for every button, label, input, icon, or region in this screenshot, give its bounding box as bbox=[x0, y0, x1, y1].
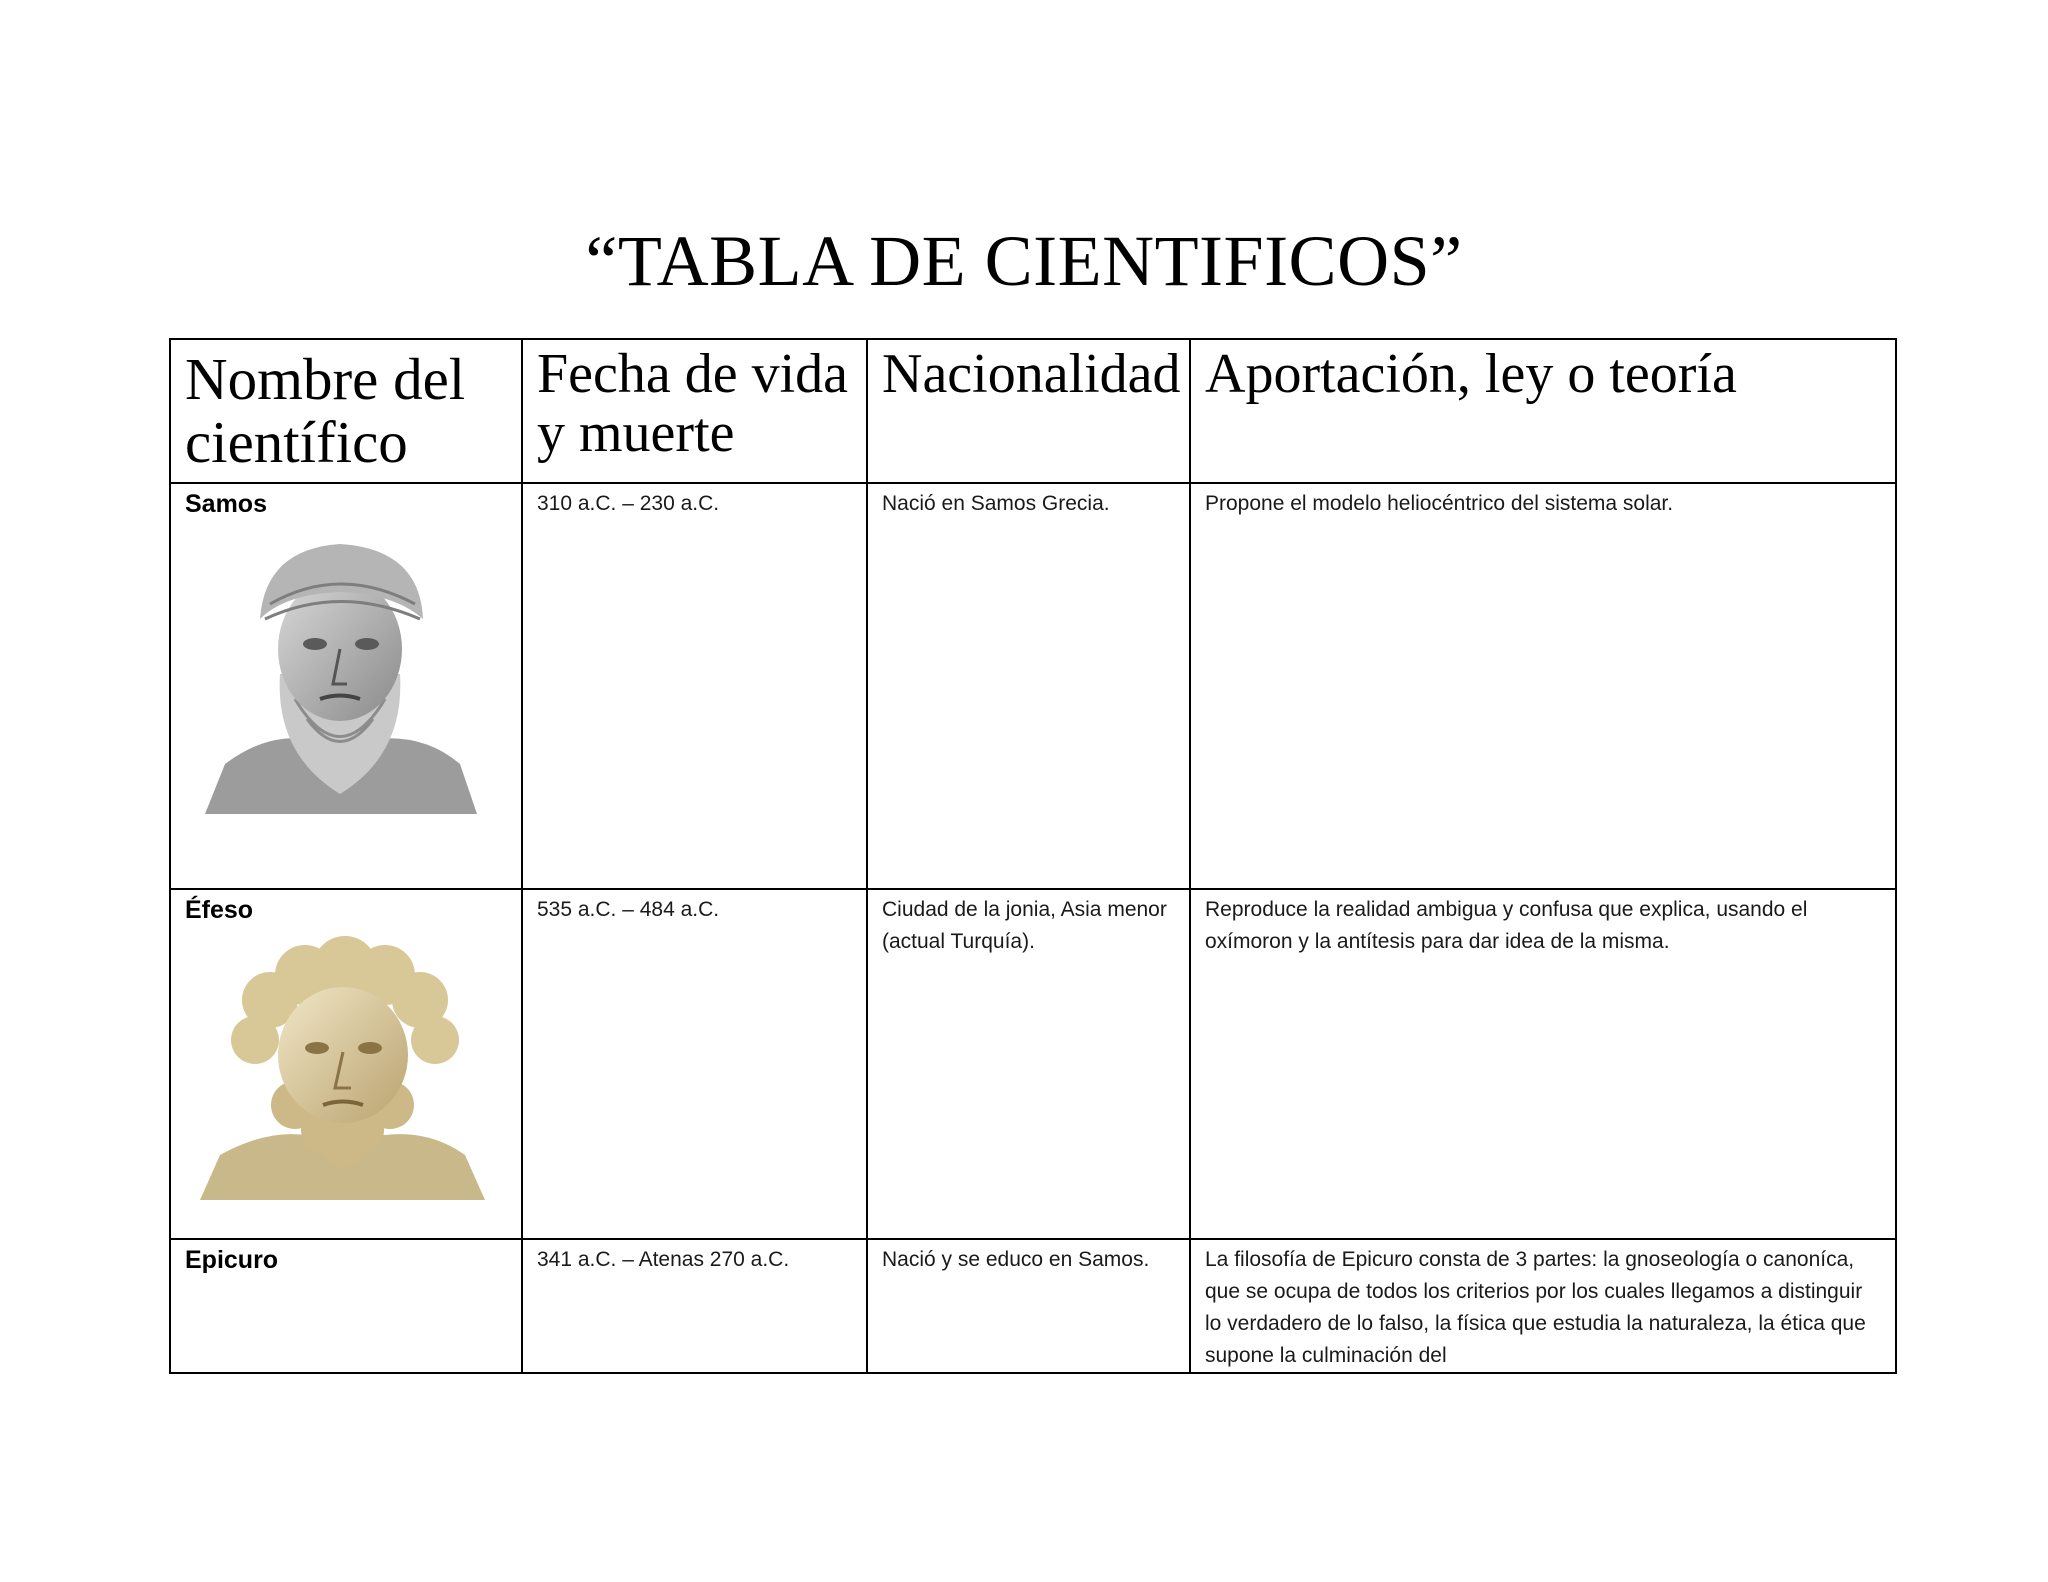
scientists-table bbox=[169, 338, 1897, 1374]
contribution-cell bbox=[1190, 1239, 1896, 1373]
scientist-name: Epicuro bbox=[185, 1246, 279, 1274]
header-nationality-label: Nacionalidad bbox=[882, 343, 1181, 405]
contribution-text: Propone el modelo heliocéntrico del sistema solar. bbox=[1205, 492, 1674, 515]
header-cell-dates bbox=[522, 339, 867, 483]
contribution-text: La filosofía de Epicuro consta de 3 partes: la gnoseología o canoníca, que se ocupa de todos los criterios por los cuales llegamos a distinguir lo verdadero de lo falso, la física que estudia la naturaleza, la ética que supone la culminación del bbox=[1205, 1248, 1866, 1367]
life-dates: 341 a.C. – Atenas 270 a.C. bbox=[537, 1248, 790, 1271]
life-dates: 535 a.C. – 484 a.C. bbox=[537, 898, 720, 921]
name-cell bbox=[170, 1239, 522, 1373]
nationality-text: Ciudad de la jonia, Asia menor (actual Turquía). bbox=[882, 898, 1167, 953]
bust-curly-hair-portrait bbox=[195, 930, 490, 1200]
nationality-cell bbox=[867, 889, 1190, 1239]
scientist-name: Samos bbox=[185, 490, 267, 518]
name-cell bbox=[170, 889, 522, 1239]
header-name-label: Nombre del científico bbox=[185, 346, 466, 475]
header-cell-contribution bbox=[1190, 339, 1896, 483]
bust-with-cap-portrait bbox=[195, 524, 485, 814]
contribution-text: Reproduce la realidad ambigua y confusa que explica, usando el oxímoron y la antítesis para dar idea de la misma. bbox=[1205, 898, 1808, 953]
table-header-row bbox=[170, 339, 1896, 483]
name-cell bbox=[170, 483, 522, 889]
header-cell-nationality bbox=[867, 339, 1190, 483]
header-contribution-label: Aportación, ley o teoría bbox=[1205, 343, 1737, 405]
nationality-text: Nació en Samos Grecia. bbox=[882, 492, 1110, 515]
table-row bbox=[170, 889, 1896, 1239]
dates-cell bbox=[522, 483, 867, 889]
nationality-cell bbox=[867, 1239, 1190, 1373]
scientist-name: Éfeso bbox=[185, 896, 254, 924]
table-row bbox=[170, 483, 1896, 889]
life-dates: 310 a.C. – 230 a.C. bbox=[537, 492, 720, 515]
contribution-cell bbox=[1190, 889, 1896, 1239]
table-row bbox=[170, 1239, 1896, 1373]
header-cell-name bbox=[170, 339, 522, 483]
dates-cell bbox=[522, 1239, 867, 1373]
nationality-cell bbox=[867, 483, 1190, 889]
nationality-text: Nació y se educo en Samos. bbox=[882, 1248, 1150, 1271]
dates-cell bbox=[522, 889, 867, 1239]
contribution-cell bbox=[1190, 483, 1896, 889]
page-title: “TABLA DE CIENTIFICOS” bbox=[585, 221, 1463, 301]
header-dates-label: Fecha de vida y muerte bbox=[537, 343, 848, 464]
